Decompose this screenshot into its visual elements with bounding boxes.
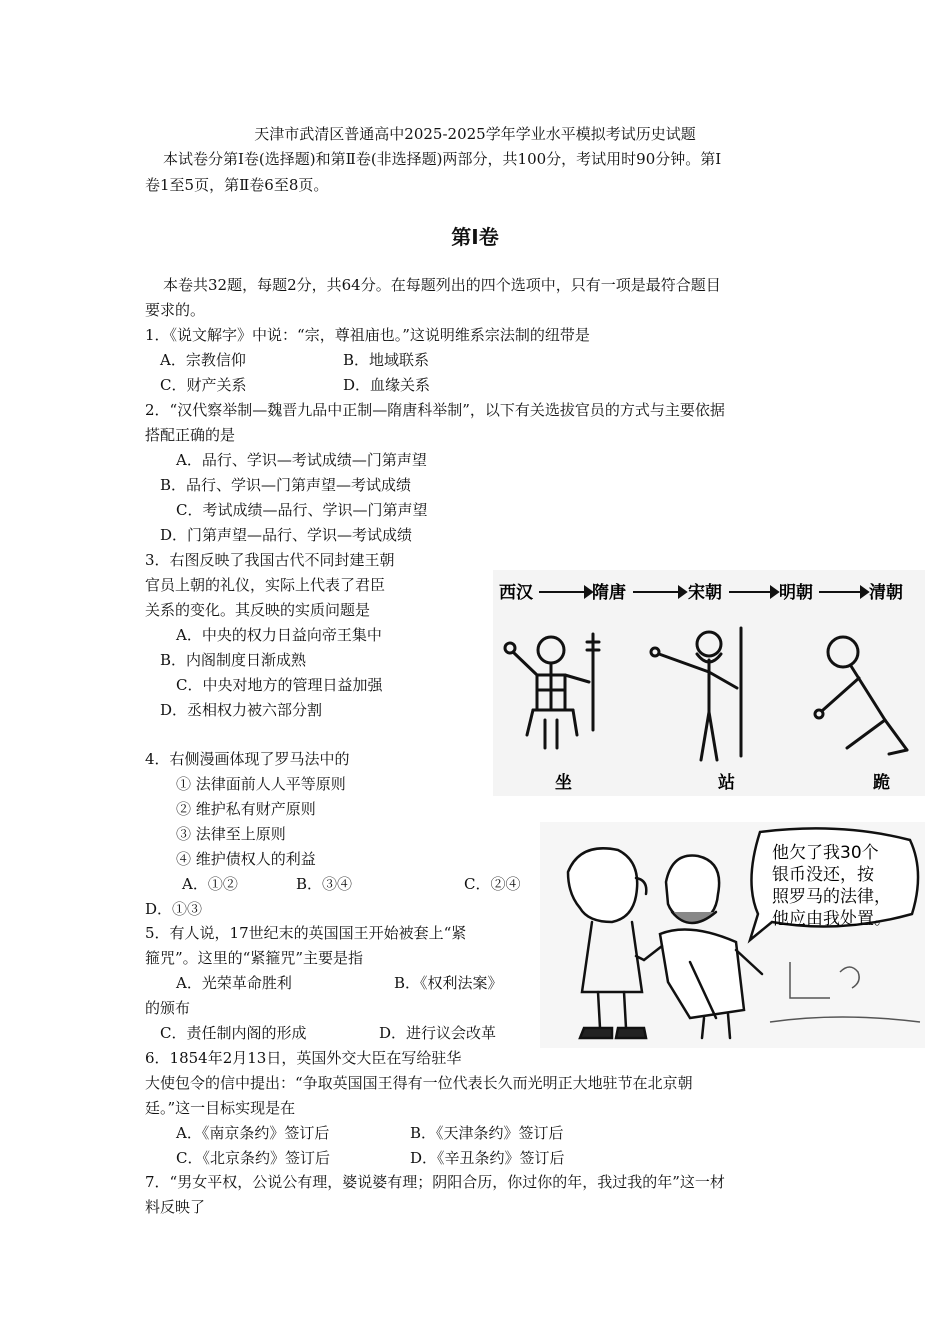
court-etiquette-drawing	[493, 570, 925, 796]
dynasty-label: 清朝	[869, 583, 903, 603]
dynasty-label: 隋唐	[592, 583, 626, 603]
q3-option-b: B．内阁制度日渐成熟	[160, 651, 307, 669]
q2-option-d: D．门第声望—品行、学识—考试成绩	[160, 526, 413, 544]
q4-option-d: D．①③	[145, 900, 203, 918]
dynasty-label: 宋朝	[688, 583, 722, 603]
q5-option-b: B．《权利法案》	[394, 974, 503, 992]
q3-stem-line1: 3．右图反映了我国古代不同封建王朝	[145, 551, 395, 569]
q1-option-b: B．地域联系	[343, 351, 430, 369]
q4-item-3: ③ 法律至上原则	[176, 825, 286, 843]
pose-label-stand: 站	[718, 773, 735, 793]
roman-law-cartoon-drawing	[540, 822, 925, 1048]
section-intro-line2: 要求的。	[145, 301, 206, 319]
q1-option-d: D．血缘关系	[343, 376, 431, 394]
q4-item-2: ② 维护私有财产原则	[176, 800, 316, 818]
q4-stem: 4．右侧漫画体现了罗马法中的	[145, 750, 350, 768]
q2-stem-line1: 2．“汉代察举制—魏晋九品中正制—隋唐科举制”，以下有关选拔官员的方式与主要依据	[145, 401, 725, 419]
q3-stem-line3: 关系的变化。其反映的实质问题是	[145, 601, 371, 619]
court-etiquette-figure	[493, 570, 925, 796]
q4-item-4: ④ 维护债权人的利益	[176, 850, 316, 868]
q6-option-c: C．《北京条约》签订后	[176, 1149, 330, 1167]
q4-option-c: C．②④	[464, 875, 521, 893]
q3-option-d: D．丞相权力被六部分割	[160, 701, 323, 719]
q4-item-1: ① 法律面前人人平等原则	[176, 775, 346, 793]
q6-stem-line1: 6．1854年2月13日，英国外交大臣在写给驻华	[145, 1049, 462, 1067]
q7-stem-line1: 7．“男女平权，公说公有理，婆说婆有理；阴阳合历，你过你的年，我过我的年”这一材	[145, 1173, 725, 1191]
q3-option-a: A．中央的权力日益向帝王集中	[176, 626, 382, 644]
q2-option-c: C．考试成绩—品行、学识—门第声望	[176, 501, 428, 519]
dynasty-label: 西汉	[499, 583, 533, 603]
q4-option-a: A．①②	[182, 875, 238, 893]
q3-stem-line2: 官员上朝的礼仪，实际上代表了君臣	[145, 576, 386, 594]
q6-stem-line3: 廷。”这一目标实现是在	[145, 1099, 296, 1117]
exam-title: 天津市武清区普通高中2025-2025学年学业水平模拟考试历史试题	[254, 125, 696, 143]
q3-option-c: C．中央对地方的管理日益加强	[176, 676, 383, 694]
q5-option-d: D．进行议会改革	[379, 1024, 497, 1042]
q5-option-c: C．责任制内阁的形成	[160, 1024, 307, 1042]
q1-option-c: C．财产关系	[160, 376, 247, 394]
bubble-line: 他应由我处置。	[772, 909, 891, 929]
q6-option-a: A．《南京条约》签订后	[176, 1124, 330, 1142]
exam-intro-line1: 本试卷分第Ⅰ卷(选择题)和第Ⅱ卷(非选择题)两部分，共100分，考试用时90分钟。第Ⅰ	[163, 150, 722, 168]
q1-option-a: A．宗教信仰	[160, 351, 246, 369]
bubble-line: 照罗马的法律，	[772, 887, 891, 907]
q2-option-b: B．品行、学识—门第声望—考试成绩	[160, 476, 412, 494]
roman-law-cartoon	[540, 822, 925, 1048]
q2-option-a: A．品行、学识—考试成绩—门第声望	[176, 451, 427, 469]
section-heading: 第Ⅰ卷	[451, 225, 499, 249]
pose-label-kneel: 跪	[873, 773, 890, 793]
bubble-line: 银币没还，按	[772, 865, 874, 885]
q6-stem-line2: 大使包令的信中提出：“争取英国国王得有一位代表长久而光明正大地驻节在北京朝	[145, 1074, 693, 1092]
q5-stem-line1: 5．有人说，17世纪末的英国国王开始被套上“紧	[145, 924, 467, 942]
q6-option-b: B．《天津条约》签订后	[410, 1124, 564, 1142]
q5-option-a: A．光荣革命胜利	[176, 974, 292, 992]
dynasty-label: 明朝	[779, 583, 813, 603]
q6-option-d: D．《辛丑条约》签订后	[410, 1149, 565, 1167]
q4-option-b: B．③④	[296, 875, 353, 893]
bubble-line: 他欠了我30个	[772, 843, 879, 863]
q2-stem-line2: 搭配正确的是	[145, 426, 236, 444]
q7-stem-line2: 料反映了	[145, 1198, 206, 1216]
q5-stem-line2: 箍咒”。这里的“紧箍咒”主要是指	[145, 949, 364, 967]
exam-intro-line2: 卷1至5页，第Ⅱ卷6至8页。	[145, 176, 329, 194]
pose-label-sit: 坐	[555, 773, 572, 793]
section-intro-line1: 本卷共32题，每题2分，共64分。在每题列出的四个选项中，只有一项是最符合题目	[163, 276, 721, 294]
q5-option-b-continued: 的颁布	[145, 999, 191, 1017]
q1-stem: 1．《说文解字》中说：“宗，尊祖庙也。”这说明维系宗法制的纽带是	[145, 326, 590, 344]
